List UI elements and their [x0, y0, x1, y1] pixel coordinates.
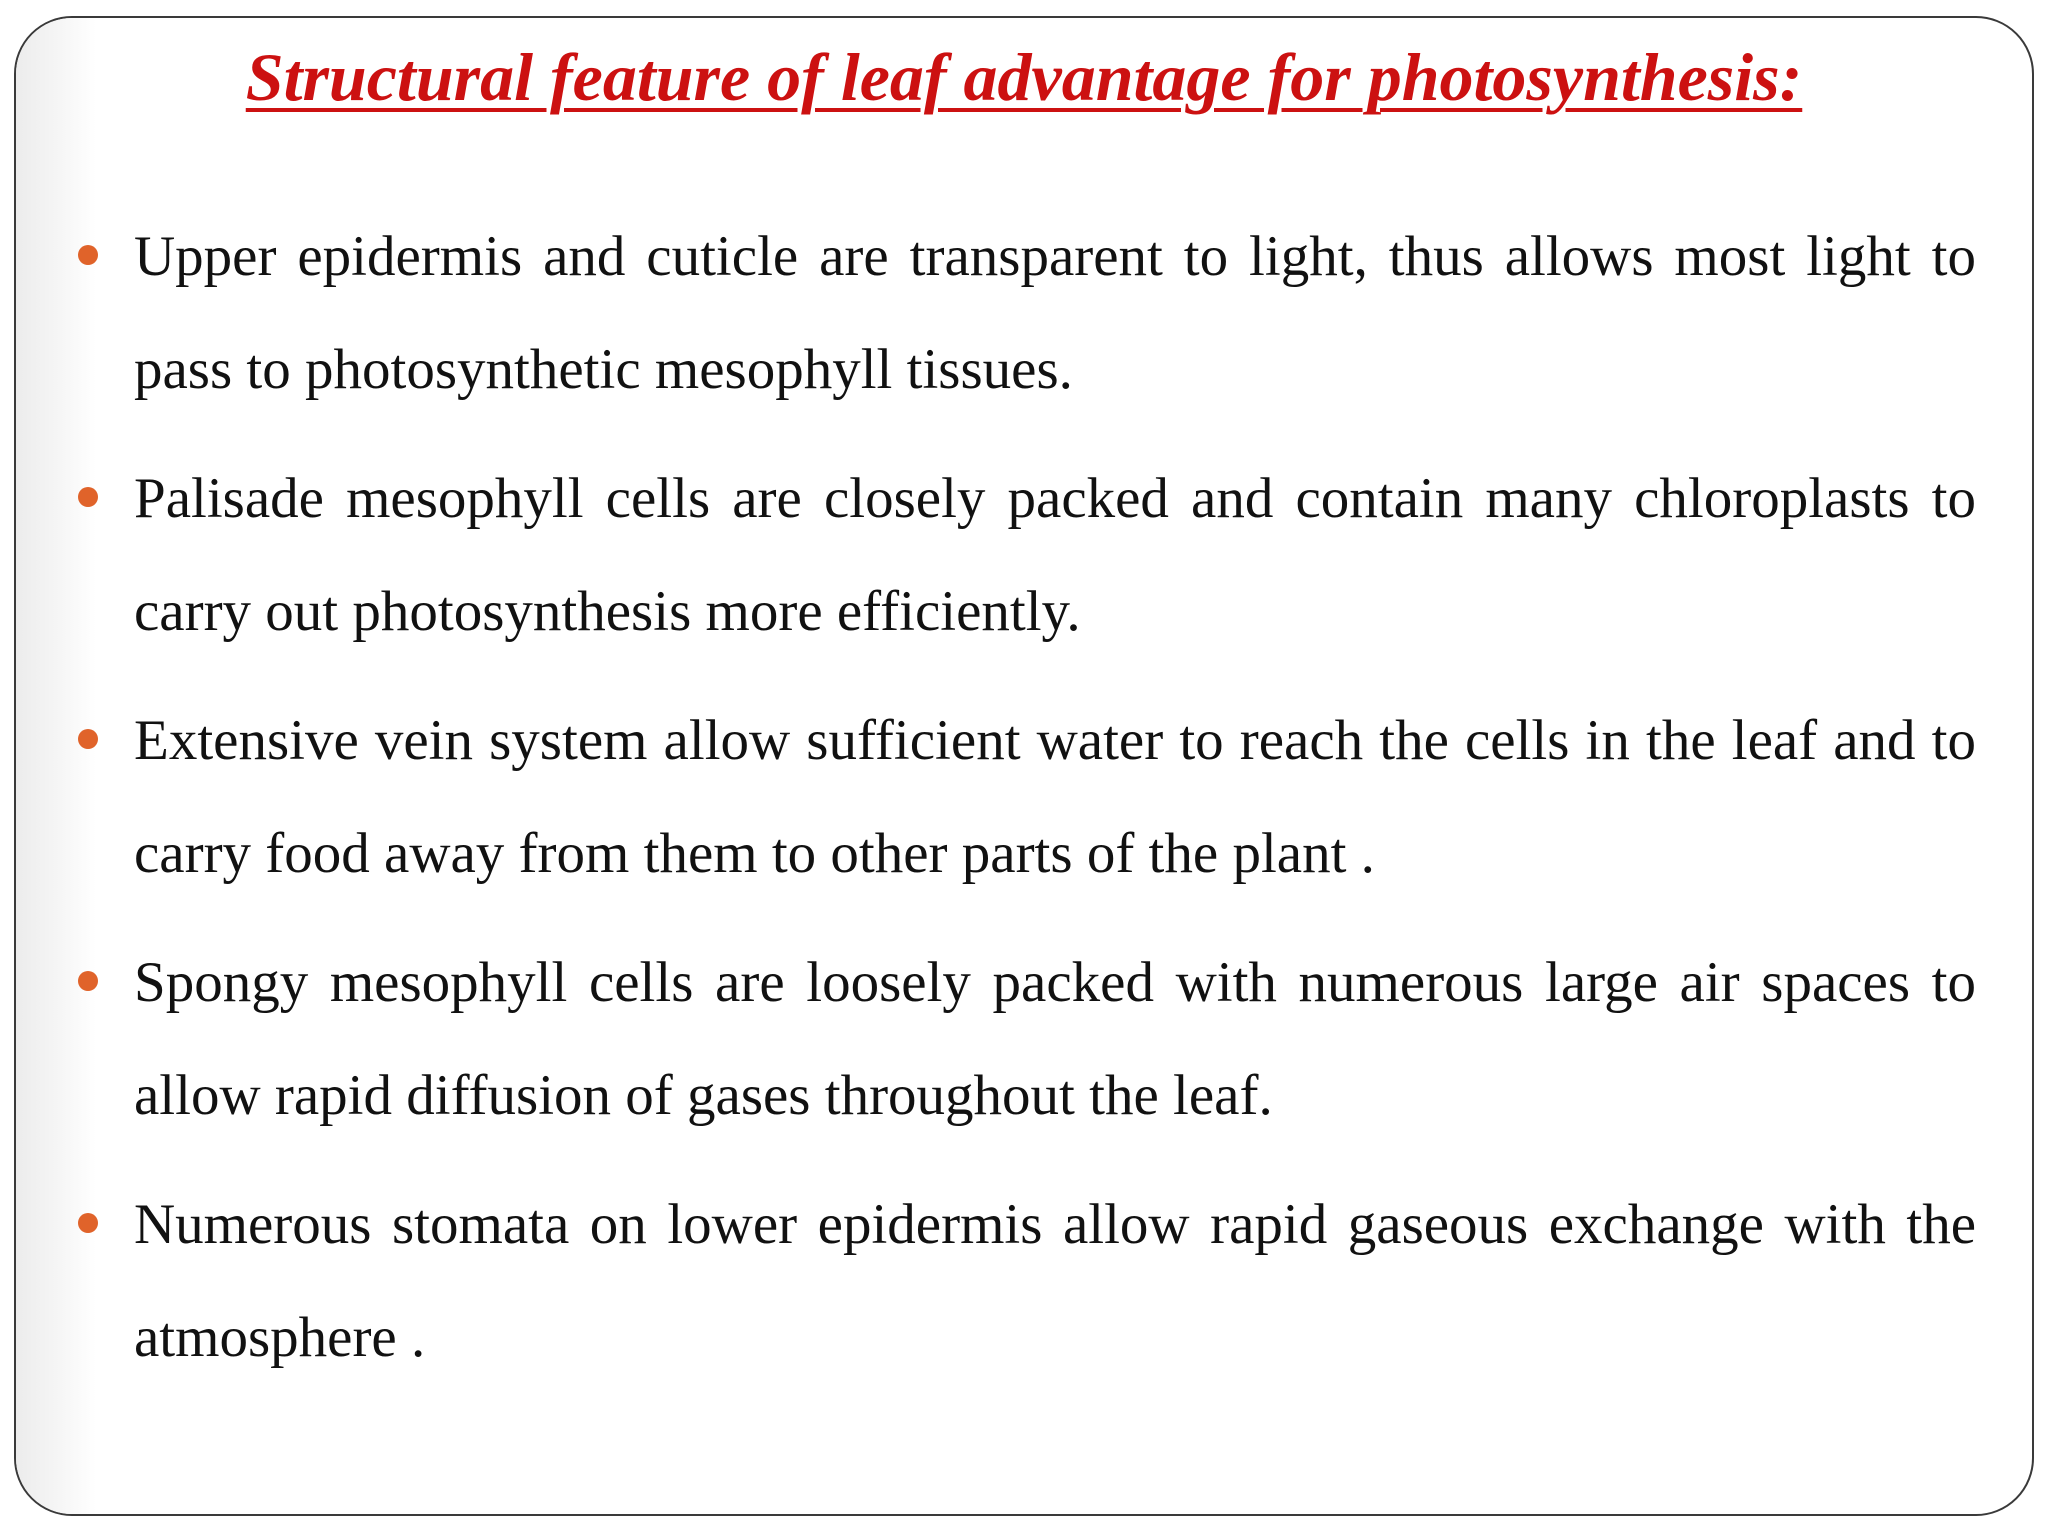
bullet-item-palisade-mesophyll [134, 442, 1976, 668]
bullet-item-spongy-mesophyll [134, 926, 1976, 1152]
bullet-text: Palisade mesophyll cells are closely packed and contain many chloroplasts to carry out photosynthesis more efficiently. [134, 467, 1976, 643]
bullet-text: Spongy mesophyll cells are loosely packed with numerous large air spaces to allow rapid diffusion of gases throughout the leaf. [134, 951, 1976, 1127]
bullet-dot-icon [78, 729, 98, 749]
bullet-dot-icon [78, 245, 98, 265]
bullet-item-stomata [134, 1168, 1976, 1394]
bullet-item-upper-epidermis [134, 200, 1976, 426]
bullet-text: Upper epidermis and cuticle are transparent to light, thus allows most light to pass to photosynthetic mesophyll tissues. [134, 225, 1976, 401]
bullet-dot-icon [78, 1213, 98, 1233]
bullet-list [134, 200, 1976, 1410]
bullet-item-vein-system [134, 684, 1976, 910]
bullet-dot-icon [78, 971, 98, 991]
bullet-dot-icon [78, 487, 98, 507]
bullet-text: Numerous stomata on lower epidermis allow rapid gaseous exchange with the atmosphere . [134, 1193, 1976, 1369]
bullet-text: Extensive vein system allow sufficient water to reach the cells in the leaf and to carry food away from them to other parts of the plant . [134, 709, 1976, 885]
slide-title: Structural feature of leaf advantage for photosynthesis: [245, 39, 1803, 115]
slide-edge-shading [16, 18, 96, 1514]
